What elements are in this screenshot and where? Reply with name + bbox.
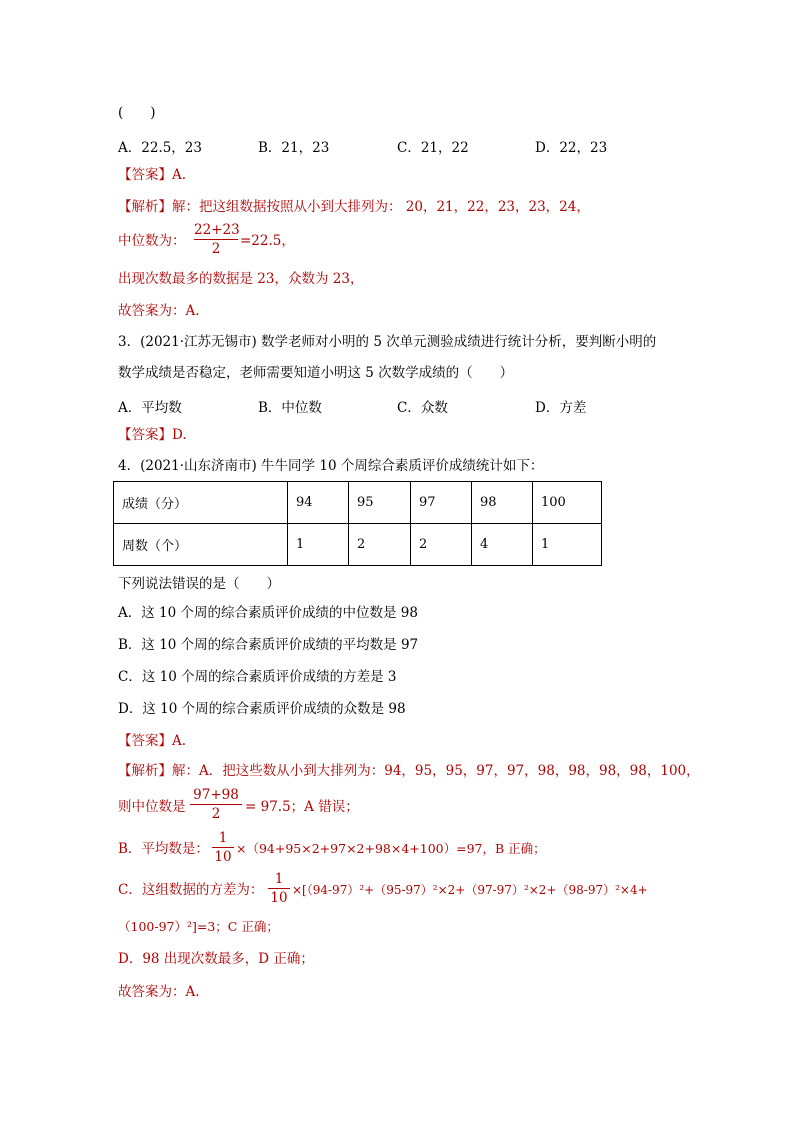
q4-option-d: D．这 10 个周的综合素质评价成绩的众数是 98 xyxy=(118,701,406,717)
q4-median-prefix: 则中位数是 xyxy=(118,799,186,815)
q2-choice-b: B．21，23 xyxy=(258,140,330,156)
q4-variance-line2: （100-97）²]=3；C 正确； xyxy=(118,919,279,934)
fraction-denominator: 10 xyxy=(214,849,232,865)
fraction-numerator: 1 xyxy=(218,830,228,846)
q2-paren: ( ) xyxy=(118,105,156,121)
answer-tag: 【答案】 xyxy=(118,733,172,749)
answer-value: D. xyxy=(172,427,187,443)
analysis-tag: 【解析】 xyxy=(118,199,172,215)
table-cell: 94 xyxy=(288,482,349,524)
analysis-text: 解：把这组数据按照从小到大排列为： 20，21，22，23，23，24， xyxy=(172,199,590,215)
fraction-numerator: 22+23 xyxy=(194,222,240,238)
table-cell: 98 xyxy=(472,482,533,524)
table-cell: 95 xyxy=(349,482,411,524)
fraction-numerator: 97+98 xyxy=(193,787,239,803)
fraction-bar xyxy=(190,804,242,805)
q4-conclusion: 故答案为：A. xyxy=(118,984,200,1000)
fraction-denominator: 2 xyxy=(211,241,221,257)
q4-question: 下列说法错误的是（ ） xyxy=(118,576,280,592)
q4-option-c: C．这 10 个周的综合素质评价成绩的方差是 3 xyxy=(118,669,397,685)
q4-variance-prefix: C．这组数据的方差为： xyxy=(118,882,264,898)
q4-option-a: A．这 10 个周的综合素质评价成绩的中位数是 98 xyxy=(118,605,418,621)
score-table xyxy=(113,481,602,566)
table-cell: 周数（个） xyxy=(114,524,288,566)
answer-value: A. xyxy=(172,167,187,183)
table-cell: 4 xyxy=(472,524,533,566)
q2-mode-line: 出现次数最多的数据是 23，众数为 23， xyxy=(118,271,364,287)
q3-choice-c: C．众数 xyxy=(397,400,448,416)
q3-choice-a: A．平均数 xyxy=(118,400,182,416)
answer-tag: 【答案】 xyxy=(118,167,172,183)
q2-answer xyxy=(118,166,186,184)
q2-median-fraction xyxy=(194,222,238,257)
q2-median-result: =22.5， xyxy=(240,233,295,249)
analysis-tag: 【解析】 xyxy=(118,763,172,779)
q2-analysis-line1 xyxy=(118,198,590,216)
q4-mean-prefix: B．平均数是： xyxy=(118,841,209,857)
q3-choice-d: D．方差 xyxy=(535,400,587,416)
q2-conclusion: 故答案为：A. xyxy=(118,303,200,319)
fraction-numerator: 1 xyxy=(274,871,284,887)
q4-variance-fraction xyxy=(268,871,290,906)
fraction-bar xyxy=(194,239,238,240)
q2-choice-d: D．22，23 xyxy=(535,140,608,156)
q3-choice-b: B．中位数 xyxy=(258,400,322,416)
table-row xyxy=(114,482,602,524)
q4-analysis-line1 xyxy=(118,762,700,780)
q2-median-prefix: 中位数为： xyxy=(118,233,186,249)
table-cell: 97 xyxy=(411,482,472,524)
q4-median-result: = 97.5；A 错误； xyxy=(245,799,359,815)
fraction-bar xyxy=(268,888,290,889)
q2-choice-c: C．21，22 xyxy=(397,140,469,156)
fraction-denominator: 2 xyxy=(211,806,221,822)
analysis-text: 解：A．把这些数从小到大排列为：94，95，95，97，97，98，98，98，98，100， xyxy=(172,763,700,779)
q4-stem: 4．(2021·山东济南市) 牛牛同学 10 个周综合素质评价成绩统计如下： xyxy=(118,458,544,474)
answer-tag: 【答案】 xyxy=(118,427,172,443)
q3-stem-line1: 3．(2021·江苏无锡市) 数学老师对小明的 5 次单元测验成绩进行统计分析，要判断小明的 xyxy=(118,334,657,350)
q4-mode-line: D．98 出现次数最多，D 正确； xyxy=(118,951,314,967)
table-cell: 2 xyxy=(349,524,411,566)
q3-answer xyxy=(118,426,187,444)
table-cell: 1 xyxy=(288,524,349,566)
q4-option-b: B．这 10 个周的综合素质评价成绩的平均数是 97 xyxy=(118,637,419,653)
table-cell: 2 xyxy=(411,524,472,566)
q3-stem-line2: 数学成绩是否稳定，老师需要知道小明这 5 次数学成绩的（ ） xyxy=(118,365,514,381)
answer-value: A. xyxy=(172,733,187,749)
fraction-bar xyxy=(212,847,234,848)
table-cell: 成绩（分） xyxy=(114,482,288,524)
fraction-denominator: 10 xyxy=(270,890,288,906)
q4-variance-body: ×[（94-97）²+（95-97）²×2+（97-97）²×2+（98-97）²×4+ xyxy=(292,883,648,897)
q4-answer xyxy=(118,732,186,750)
q4-mean-fraction xyxy=(212,830,234,865)
q2-choice-a: A．22.5，23 xyxy=(118,140,202,156)
table-row xyxy=(114,524,602,566)
q4-median-fraction xyxy=(190,787,242,822)
q4-mean-body: ×（94+95×2+97×2+98×4+100）=97，B 正确； xyxy=(236,841,546,856)
table-cell: 1 xyxy=(533,524,602,566)
table-cell: 100 xyxy=(533,482,602,524)
